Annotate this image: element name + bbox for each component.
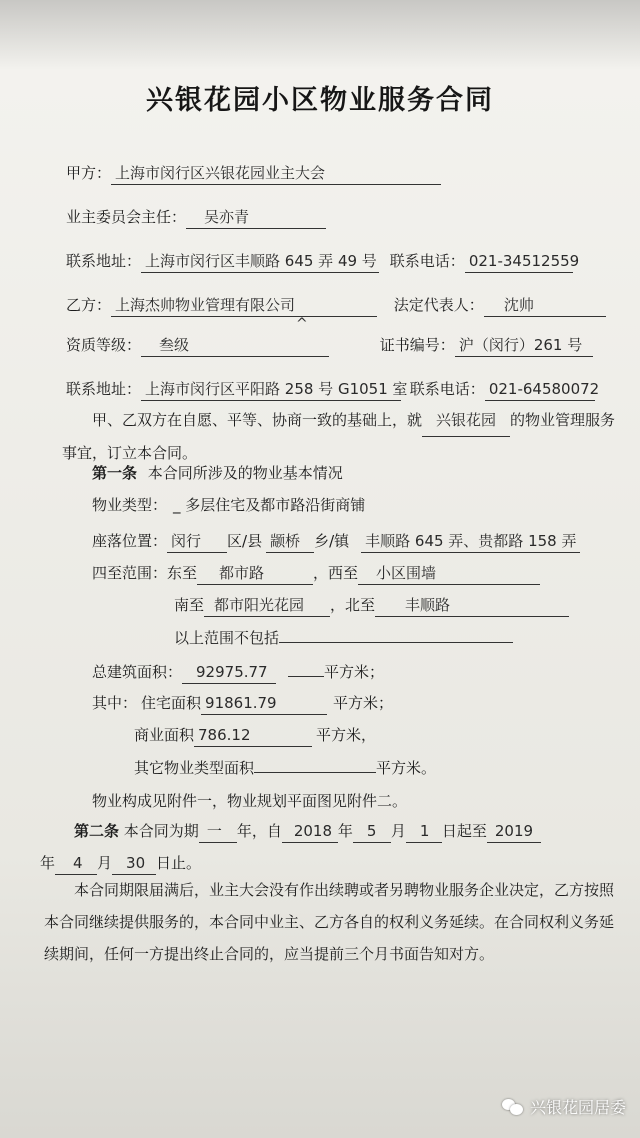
north-label: ，北至: [330, 596, 376, 614]
property-type-label: 物业类型：: [92, 496, 168, 514]
article1-heading: [92, 462, 343, 484]
end-year: 2019: [487, 820, 541, 843]
chair-line: [66, 206, 326, 229]
exclusion-label: 以上范围不包括: [174, 629, 280, 647]
other-area-unit: 平方米。: [376, 759, 437, 777]
qualification-line: [66, 334, 593, 357]
east-label: 东至: [167, 564, 198, 582]
top-shadow: [0, 0, 640, 70]
location-road: 丰顺路 645 弄、贵都路 158 弄: [361, 530, 580, 553]
boundary-line-1: [92, 562, 540, 585]
address-b-value: 上海市闵行区平阳路 258 号 G1051 室: [141, 378, 401, 401]
document-title: 兴银花园小区物业服务合同: [146, 85, 494, 116]
end-year-unit: 年: [40, 854, 56, 872]
residential-value: 91861.79: [201, 692, 327, 715]
phone-b-label: 联系电话：: [409, 380, 485, 398]
boundary-label: 四至范围：: [92, 564, 168, 582]
property-type-line: 物业类型： _ 多层住宅及都市路沿街商铺: [92, 496, 366, 514]
among-label: 其中：: [92, 694, 138, 712]
location-label: 座落位置：: [92, 532, 168, 550]
residential-label: 住宅面积: [141, 694, 202, 712]
party-a-value: 上海市闵行区兴银花园业主大会: [111, 162, 441, 185]
commercial-area-line: [134, 724, 376, 747]
article2-line-1: [74, 820, 541, 843]
address-a-line: [66, 250, 580, 273]
party-b-label: 乙方：: [66, 296, 112, 314]
address-b-label: 联系地址：: [66, 380, 142, 398]
address-a-label: 联系地址：: [66, 252, 142, 270]
west-value: 小区围墙: [358, 562, 540, 585]
address-b-line: [66, 378, 600, 401]
location-line: [92, 530, 580, 553]
term-years: 一: [199, 820, 237, 843]
start-month: 5: [353, 820, 391, 843]
phone-a-value: 021-34512559: [465, 250, 573, 273]
party-b-line: [66, 294, 606, 317]
start-year: 2018: [282, 820, 338, 843]
commercial-label: 商业面积: [134, 726, 195, 744]
exclusion-line: [174, 626, 513, 649]
article2-number: 第二条: [74, 822, 120, 840]
party-a-label: 甲方：: [66, 164, 112, 182]
end-month-unit: 月: [97, 854, 113, 872]
article1-number: 第一条: [92, 464, 138, 482]
cert-value: 沪（闵行）261 号: [455, 334, 593, 357]
total-area-unit: 平方米；: [324, 663, 385, 681]
start-month-unit: 月: [390, 822, 406, 840]
address-a-value: 上海市闵行区丰顺路 645 弄 49 号: [141, 250, 379, 273]
chair-value: 吴亦青: [186, 206, 326, 229]
boundary-line-2: [174, 594, 569, 617]
start-day: 1: [406, 820, 442, 843]
term-end: 日止。: [156, 854, 202, 872]
party-b-value: 上海杰帅物业管理有限公司: [111, 294, 377, 317]
chair-label: 业主委员会主任：: [66, 208, 187, 226]
commercial-unit: 平方米，: [316, 726, 377, 744]
watermark: [502, 1095, 626, 1118]
intro-paragraph: [62, 404, 622, 469]
other-area-value: [254, 756, 376, 773]
intro-property: 兴银花园: [422, 404, 510, 437]
phone-a-label: 联系电话：: [389, 252, 465, 270]
end-day: 30: [112, 852, 156, 875]
total-area-blank: [288, 660, 324, 677]
party-a-line: [66, 162, 441, 185]
caret-mark: ^: [296, 316, 308, 332]
other-area-label: 其它物业类型面积: [134, 759, 255, 777]
phone-b-value: 021-64580072: [485, 378, 595, 401]
total-area-value: 92975.77: [182, 661, 276, 684]
end-month: 4: [55, 852, 97, 875]
rep-label: 法定代表人：: [393, 296, 484, 314]
residential-area-line: [92, 692, 393, 715]
qualification-value: 叁级: [141, 334, 329, 357]
cert-label: 证书编号：: [379, 336, 455, 354]
south-label: 南至: [174, 596, 205, 614]
north-value: 丰顺路: [375, 594, 569, 617]
south-value: 都市阳光花园: [204, 594, 330, 617]
annex-line: 物业构成见附件一，物业规划平面图见附件二。: [92, 792, 408, 810]
qualification-label: 资质等级：: [66, 336, 142, 354]
intro-after: 的物业管理服务事宜，订立本合同。: [62, 411, 616, 462]
district-suffix: 区/县: [227, 532, 263, 550]
property-type-value: 多层住宅及都市路沿街商铺: [185, 496, 366, 514]
renewal-paragraph: 本合同期限届满后，业主大会没有作出续聘或者另聘物业服务企业决定，乙方按照本合同继续提供服务的，本合同中业主、乙方各自的权利义务延续。在合同权利义务延续期间，任何一方提出终止合同的，应当提前三个月书面告知对方。: [44, 881, 615, 963]
article1-title: 本合同所涉及的物业基本情况: [147, 464, 343, 482]
residential-unit: 平方米；: [333, 694, 394, 712]
location-district: 闵行: [167, 530, 227, 553]
location-town: 颛桥: [266, 530, 314, 553]
town-suffix: 乡/镇: [314, 532, 350, 550]
west-label: ，西至: [313, 564, 359, 582]
article2-line-2: [40, 852, 201, 875]
intro-before: 甲、乙双方在自愿、平等、协商一致的基础上，就: [92, 411, 423, 429]
exclusion-value: [279, 626, 513, 643]
term-label: 本合同为期: [123, 822, 199, 840]
other-area-line: [134, 756, 436, 779]
term-to: 日起至: [441, 822, 487, 840]
total-area-label: 总建筑面积：: [92, 663, 183, 681]
watermark-text: 兴银花园居委: [529, 1098, 626, 1117]
total-area-line: [92, 660, 384, 684]
term-from: 年，自: [236, 822, 282, 840]
start-year-unit: 年: [337, 822, 353, 840]
east-value: 都市路: [197, 562, 313, 585]
wechat-icon: [502, 1098, 524, 1116]
commercial-value: 786.12: [194, 724, 312, 747]
rep-value: 沈帅: [484, 294, 606, 317]
